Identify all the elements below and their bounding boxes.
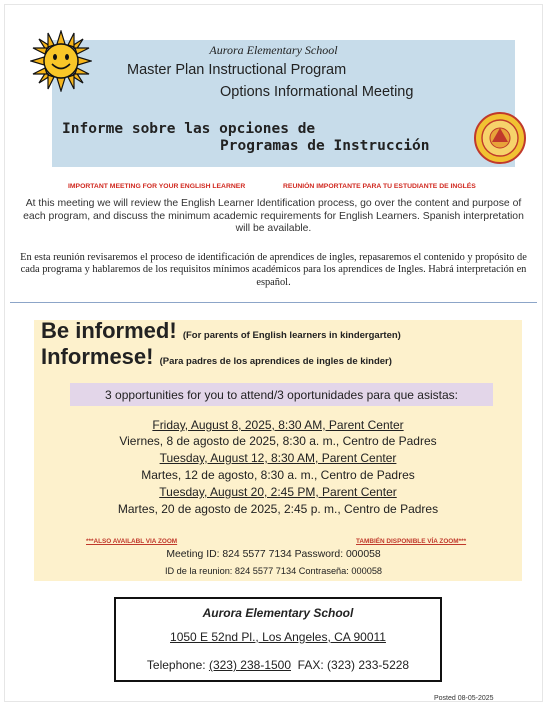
lausd-seal-icon: [474, 112, 526, 164]
informese-text: Informese!: [41, 344, 154, 369]
informese-heading: [41, 344, 392, 370]
title-line-2: Options Informational Meeting: [220, 84, 414, 100]
spanish-title-line-1: Informe sobre las opciones de: [62, 121, 316, 137]
be-informed-heading: [41, 318, 401, 344]
telephone-label: Telephone:: [146, 658, 209, 672]
informese-subtitle: (Para padres de los aprendices de ingles de kinder): [159, 356, 392, 367]
session-1-spanish: Viernes, 8 de agosto de 2025, 8:30 a. m., Centro de Padres: [119, 434, 437, 448]
title-line-1: Master Plan Instructional Program: [127, 62, 347, 78]
address-street: 1050 E 52nd Pl., Los Angeles, CA 90011: [170, 630, 386, 644]
fax-number: FAX: (323) 233-5228: [291, 658, 410, 672]
zoom-note-english: ***ALSO AVAILABL VIA ZOOM: [86, 538, 178, 545]
telephone-link[interactable]: (323) 238-1500: [208, 658, 292, 672]
posted-date: Posted 08-05-2025: [434, 695, 494, 702]
section-divider: [10, 302, 537, 303]
be-informed-subtitle: (For parents of English learners in kindergarten): [182, 330, 401, 341]
school-name: Aurora Elementary School: [209, 43, 338, 57]
session-3-spanish: Martes, 20 de agosto de 2025, 2:45 p. m., Centro de Padres: [117, 502, 439, 516]
address-school-name: Aurora Elementary School: [202, 606, 354, 620]
zoom-note-spanish: TAMBIÉN DISPONIBLE VÍA ZOOM***: [356, 538, 467, 545]
be-informed-text: Be informed!: [41, 318, 177, 343]
meeting-id-english: Meeting ID: 824 5577 7134 Password: 000058: [166, 549, 381, 560]
intro-spanish: En esta reunión revisaremos el proceso de identificación de aprendices de ingles, repasaremos el contenido y propósito de cada programa y hablaremos de los requisitos mínimos académicos para los aprendices de Ingles. Habrá interpretación en español.: [20, 252, 527, 288]
spanish-title-line-2: Programas de Instrucción: [220, 138, 430, 154]
meeting-id-spanish: ID de la reunion: 824 5577 7134 Contraseña: 000058: [164, 566, 383, 576]
banner-spanish: REUNIÓN IMPORTANTE PARA TU ESTUDIANTE DE INGLÉS: [283, 183, 476, 190]
intro-english: At this meeting we will review the English Learner Identification process, go over the content and purpose of each program, and discuss the minimum academic requirements for English Learners. Spanish interpretation will be available.: [23, 198, 524, 235]
opportunities-text: 3 opportunities for you to attend/3 oportunidades para que asistas:: [105, 388, 458, 402]
address-phone-line: [114, 658, 442, 672]
session-1-english: Friday, August 8, 2025, 8:30 AM, Parent Center: [152, 418, 404, 432]
session-3-english: Tuesday, August 20, 2:45 PM, Parent Center: [159, 485, 397, 499]
banner-english: IMPORTANT MEETING FOR YOUR ENGLISH LEARNER: [68, 183, 246, 190]
session-2-spanish: Martes, 12 de agosto, 8:30 a. m., Centro de Padres: [141, 468, 415, 482]
session-2-english: Tuesday, August 12, 8:30 AM, Parent Center: [159, 451, 397, 465]
sun-smiley-icon: [30, 30, 92, 92]
